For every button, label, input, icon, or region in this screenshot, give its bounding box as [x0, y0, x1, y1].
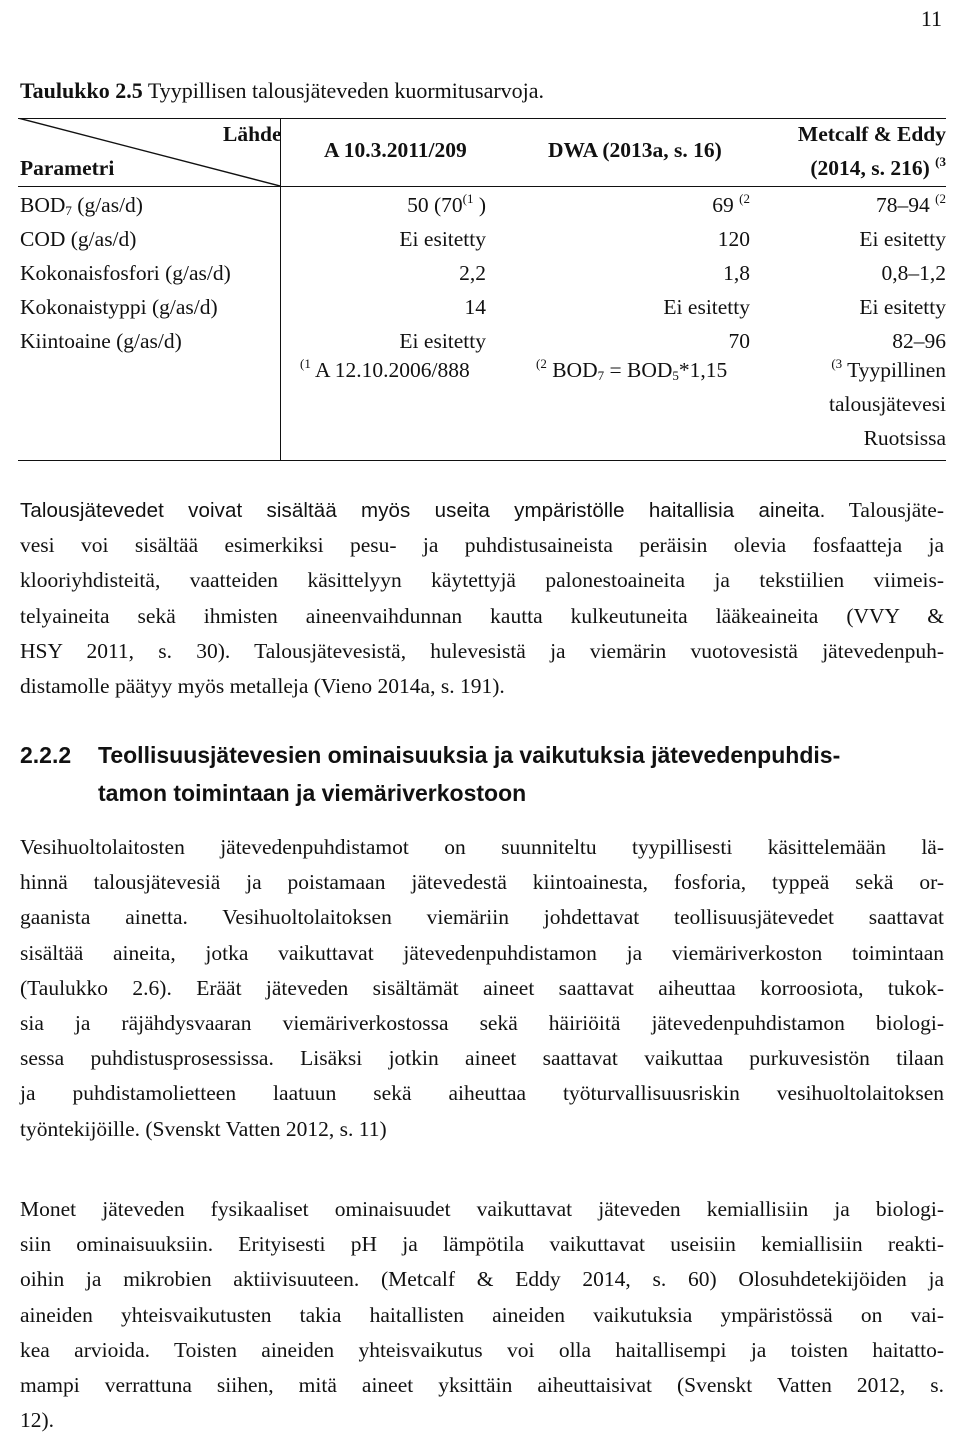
row-nitrogen-col3: Ei esitetty [859, 295, 946, 319]
row-bod-col1: 50 (70$^{(1}$ ) [407, 191, 486, 217]
paragraph-line: sessa puhdistusprosessissa. Lisäksi jotkin aineet saattavat vaikuttaa purkuvesistön tilaan [20, 1046, 944, 1071]
paragraph-line: Vesihuoltolaitosten jätevedenpuhdistamot on suunniteltu tyypillisesti käsittelemään lä- [20, 835, 944, 859]
paragraph-line: sisältää aineita, jotka vaikuttavat jätevedenpuhdistamon ja viemäriverkoston toimintaan [20, 940, 944, 965]
paragraph-line: sia ja räjähdysvaaran viemäriverkostossa sekä häiriöitä jätevedenpuhdistamon biologi- [20, 1010, 944, 1035]
section-title-line1: Teollisuusjätevesien ominaisuuksia ja vaikutuksia jätevedenpuhdis- [98, 742, 841, 768]
row-solids-col3: 82–96 [892, 329, 946, 353]
table-bottom-rule [18, 460, 946, 461]
paragraph-line: oihin ja mikrobien aktiivisuuteen. (Metcalf & Eddy 2014, s. 60) Olosuhdetekijöiden ja [20, 1267, 944, 1292]
row-cod-col1: Ei esitetty [399, 227, 486, 251]
section-heading [20, 736, 840, 812]
table-column-divider [280, 118, 281, 460]
paragraph-line: Talousjätevedet voivat sisältää myös useita ympäristölle haitallisia aineita. Talousjäte- [20, 498, 944, 522]
header-col3-line1: Metcalf & Eddy [797, 122, 946, 146]
caption-label: Taulukko 2.5 [20, 78, 143, 103]
row-solids-param: Kiintoaine (g/as/d) [20, 329, 182, 353]
header-col3-line2: (2014, s. 216) $^{(3}$ [810, 154, 946, 180]
footnote-1: $^{(1}$ A 12.10.2006/888 [300, 356, 470, 382]
table-header-rule [18, 186, 946, 187]
paragraph-line: (Taulukko 2.6). Eräät jäteveden sisältämät aineet saattavat aiheuttaa korroosiota, tukok- [20, 975, 944, 1000]
row-solids-col2: 70 [728, 329, 750, 353]
paragraph-line: klooriyhdisteitä, vaatteiden käsittelyyn käytettyjä palonestoaineita ja tekstiilien viimeis- [20, 568, 944, 593]
section-title-line2: tamon toimintaan ja viemäriverkostoon [98, 780, 527, 806]
footnote-3-line2: talousjätevesi [828, 392, 946, 416]
paragraph-line: siin ominaisuuksiin. Erityisesti pH ja lämpötila vaikuttavat useisiin kemiallisiin reakti- [20, 1232, 944, 1257]
row-nitrogen-col2: Ei esitetty [663, 295, 750, 319]
paragraph-line: kea arvioida. Toisten aineiden yhteisvaikutus voi olla haitallisempi ja toisten haitatto- [20, 1337, 944, 1362]
caption-text: Tyypillisen talousjäteveden kuormitusarvoja. [147, 78, 545, 103]
row-phosphorus-col2: 1,8 [723, 261, 750, 285]
row-bod-col2: 69 $^{(2}$ [712, 191, 750, 217]
paragraph-household-wastewater [20, 493, 944, 704]
row-solids-col1: Ei esitetty [399, 329, 486, 353]
paragraph-industrial-wastewater [20, 830, 944, 1147]
paragraph-line: distamolle päätyy myös metalleja (Vieno 2014a, s. 191). [20, 673, 505, 698]
header-source-label: Lähde [223, 122, 282, 146]
row-phosphorus-col3: 0,8–1,2 [881, 261, 946, 285]
row-phosphorus-col1: 2,2 [459, 261, 486, 285]
paragraph-line: 12). [20, 1408, 55, 1433]
header-col2: DWA (2013a, s. 16) [548, 138, 722, 162]
footnote-3-line1: $^{(3}$ Tyypillinen [831, 356, 946, 382]
paragraph-line: aineiden yhteisvaikutusten takia haitallisten aineiden vaikutuksia ympäristössä on vai- [20, 1302, 944, 1327]
paragraph-line: työntekijöille. (Svenskt Vatten 2012, s. 11) [20, 1116, 387, 1141]
footnote-3-line3: Ruotsissa [863, 426, 946, 450]
row-phosphorus-param: Kokonaisfosfori (g/as/d) [20, 261, 231, 285]
row-cod-col3: Ei esitetty [859, 227, 946, 251]
row-nitrogen-param: Kokonaistyppi (g/as/d) [20, 295, 218, 319]
section-number: 2.2.2 [20, 742, 72, 768]
paragraph-line: hinnä talousjätevesiä ja poistamaan jätevedestä kiintoainesta, fosforia, typpeä sekä or- [20, 870, 944, 895]
table-caption [20, 78, 544, 104]
header-parameter-label: Parametri [20, 156, 115, 180]
row-bod-col3: 78–94 $^{(2}$ [876, 191, 946, 217]
paragraph-line: vesi voi sisältää esimerkiksi pesu- ja puhdistusaineista peräisin olevia fosfaatteja ja [20, 533, 944, 558]
row-bod-param: $BOD_7$ (g/as/d) [20, 193, 143, 218]
paragraph-line: HSY 2011, s. 30). Talousjätevesistä, hulevesistä ja viemärin vuotovesistä jätevedenpuh- [20, 638, 944, 663]
header-col1: A 10.3.2011/209 [324, 138, 467, 162]
paragraph-line: mampi verrattuna siihen, mitä aineet yksittäin aiheuttaisivat (Svenskt Vatten 2012, s. [20, 1372, 944, 1397]
paragraph-line: gaanista ainetta. Vesihuoltolaitoksen viemäriin johdettavat teollisuusjätevedet saattavat [20, 905, 944, 930]
paragraph-line: telyaineita sekä ihmisten aineenvaihdunnan kautta kulkeutuneita lääkeaineita (VVY & [20, 603, 944, 628]
footnote-2: $^{(2}$ $BOD_7 = BOD_5*1,15$ [536, 356, 728, 383]
paragraph-line: Monet jäteveden fysikaaliset ominaisuudet vaikuttavat jäteveden kemiallisiin ja biologi- [20, 1197, 944, 1221]
row-cod-param: COD (g/as/d) [20, 227, 137, 251]
paragraph-line: ja puhdistamolietteen laatuun sekä aiheuttaa työturvallisuusriskin vesihuoltolaitoksen [20, 1081, 944, 1106]
paragraph-physical-properties [20, 1192, 944, 1438]
row-cod-col2: 120 [717, 227, 750, 251]
row-nitrogen-col1: 14 [464, 295, 486, 319]
page-number: 11 [920, 6, 942, 31]
